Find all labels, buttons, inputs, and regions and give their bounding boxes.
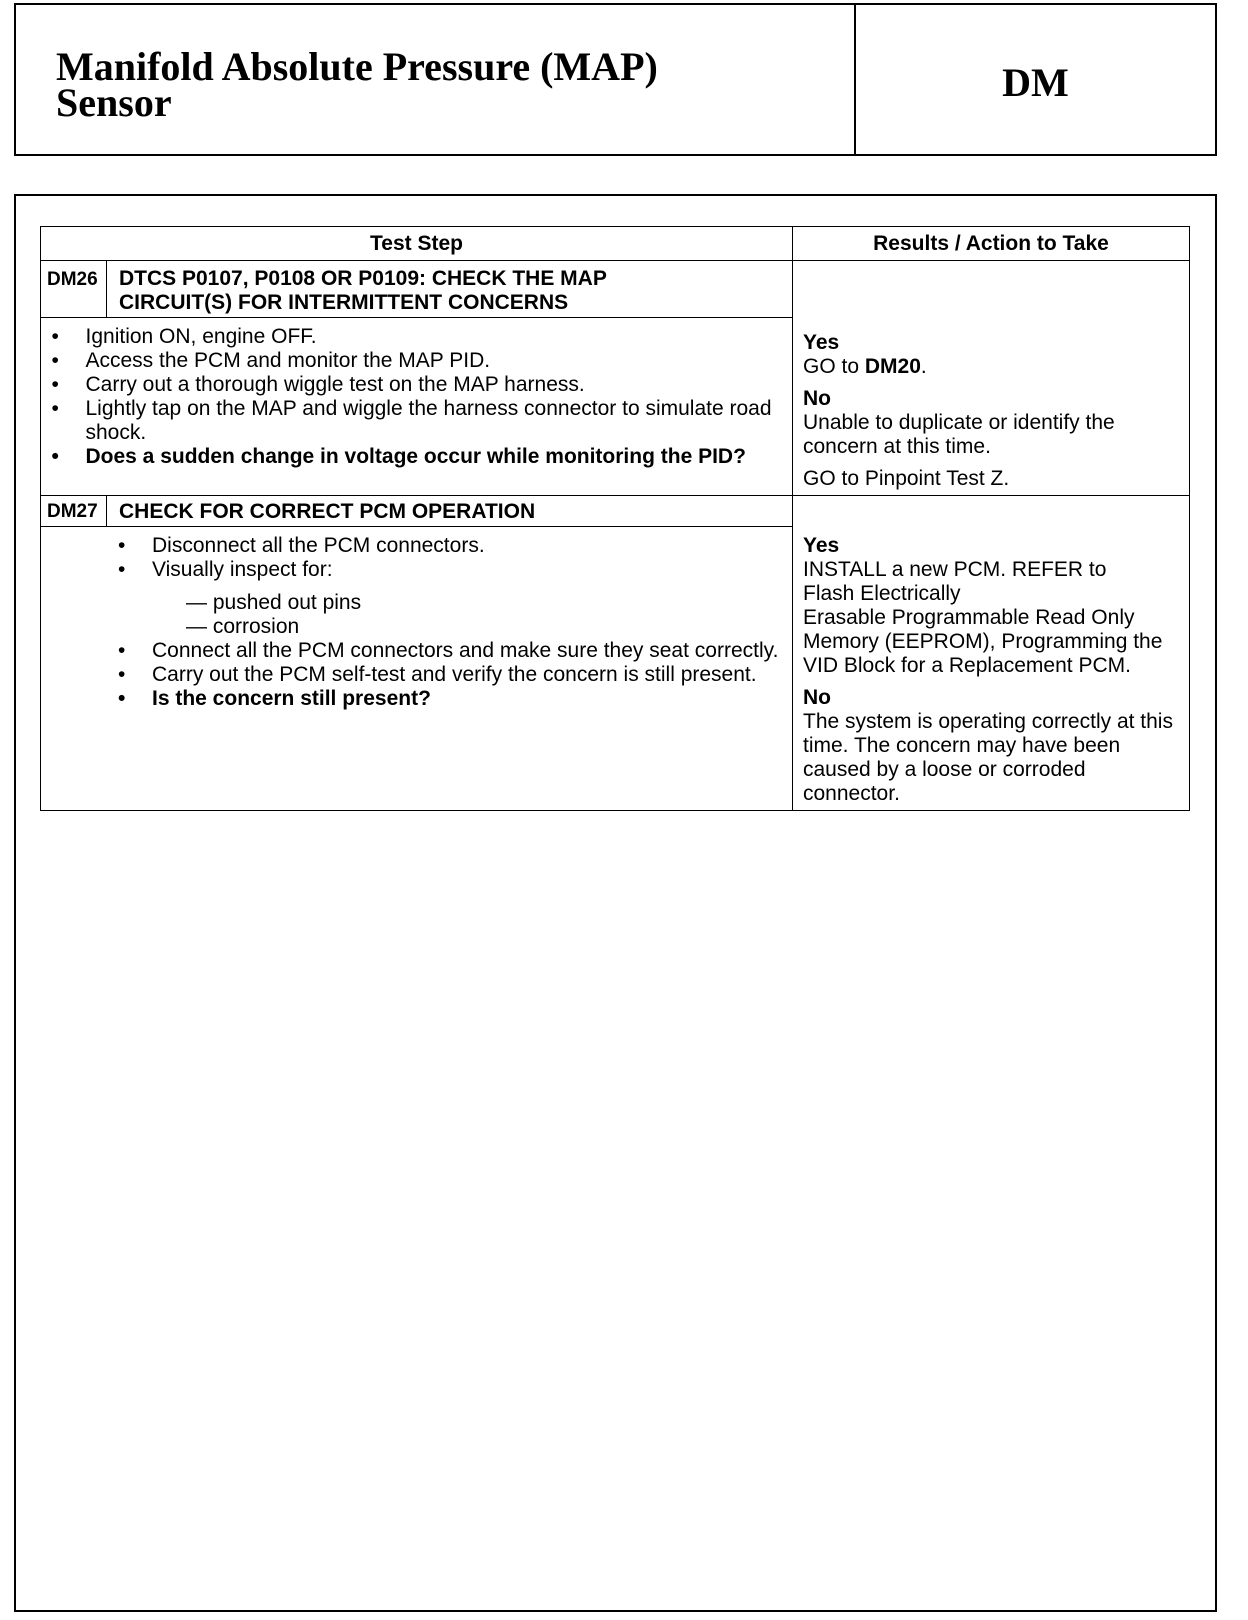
step-title-dm26-line2: CIRCUIT(S) FOR INTERMITTENT CONCERNS xyxy=(119,291,569,314)
result-yes-dm27 xyxy=(803,534,1185,678)
result-yes-dm26 xyxy=(803,331,1185,379)
result-no-dm27 xyxy=(803,686,1185,806)
result-no-text: The system is operating correctly at this time. The concern may have been caused by a loose or corroded connector. xyxy=(803,710,1173,805)
result-yes-line1: INSTALL a new PCM. REFER to xyxy=(803,558,1107,581)
step-title-row-dm27 xyxy=(41,496,1190,527)
step-body-dm26 xyxy=(85,318,793,496)
result-yes-label: Yes xyxy=(803,534,840,557)
page-header xyxy=(14,3,1217,156)
step-title-row-dm26 xyxy=(41,261,1190,318)
result-yes-label: Yes xyxy=(803,331,840,354)
list-item: • Carry out a thorough wiggle test on the MAP harness. xyxy=(86,373,782,397)
page-title xyxy=(16,5,856,154)
table-header-row xyxy=(41,227,1190,261)
column-header-test-step: Test Step xyxy=(41,227,793,261)
list-item: • Carry out the PCM self-test and verify the concern is still present. xyxy=(152,663,781,687)
result-cell-dm26 xyxy=(793,261,1190,496)
step-code-dm26: DM26 xyxy=(41,261,107,318)
column-header-results: Results / Action to Take xyxy=(793,227,1190,261)
step-body-dm27 xyxy=(41,527,793,811)
step-title-dm26 xyxy=(107,261,793,318)
list-item: • Visually inspect for: xyxy=(152,558,781,582)
result-no-label: No xyxy=(803,387,831,410)
result-no-action: GO to Pinpoint Test Z. xyxy=(803,467,1010,490)
list-item: • Lightly tap on the MAP and wiggle the harness connector to simulate road shock. xyxy=(86,397,782,445)
bullet-list-dm26 xyxy=(42,319,792,475)
step-code-dm27: DM27 xyxy=(41,496,107,527)
list-item-question: • Is the concern still present? xyxy=(152,687,781,711)
result-no-text: Unable to duplicate or identify the concern at this time. xyxy=(803,411,1115,458)
result-yes-suffix: . xyxy=(920,355,927,378)
page-title-line1: Manifold Absolute Pressure (MAP) xyxy=(56,44,658,89)
result-no-label: No xyxy=(803,686,831,709)
result-yes-line3: Erasable Programmable Read Only Memory (EEPROM), Programming the VID Block for a Replacement PCM. xyxy=(803,606,1163,677)
list-item: • Ignition ON, engine OFF. xyxy=(86,325,782,349)
list-item-sub: — pushed out pins xyxy=(186,591,362,614)
result-no-dm26 xyxy=(803,387,1185,459)
result-yes-ref: DM20 xyxy=(864,355,921,378)
list-item: • Access the PCM and monitor the MAP PID. xyxy=(86,349,782,373)
list-item-question: • Does a sudden change in voltage occur while monitoring the PID? xyxy=(86,445,782,469)
test-step-table xyxy=(40,226,1190,811)
step-title-dm27: CHECK FOR CORRECT PCM OPERATION xyxy=(107,496,793,527)
list-item-sub: — corrosion xyxy=(186,615,300,638)
result-yes-line2: Flash Electrically xyxy=(803,582,961,605)
step-title-dm26-line1: DTCS P0107, P0108 OR P0109: CHECK THE MAP xyxy=(119,267,607,290)
list-item: • Connect all the PCM connectors and make sure they seat correctly. xyxy=(152,639,781,663)
section-code: DM xyxy=(1002,60,1069,105)
page-title-line2: Sensor xyxy=(56,80,172,125)
result-cell-dm27 xyxy=(793,496,1190,811)
bullet-list-dm27 xyxy=(42,528,791,717)
list-item: • Disconnect all the PCM connectors. xyxy=(152,534,781,558)
result-yes-text: GO to xyxy=(803,355,865,378)
